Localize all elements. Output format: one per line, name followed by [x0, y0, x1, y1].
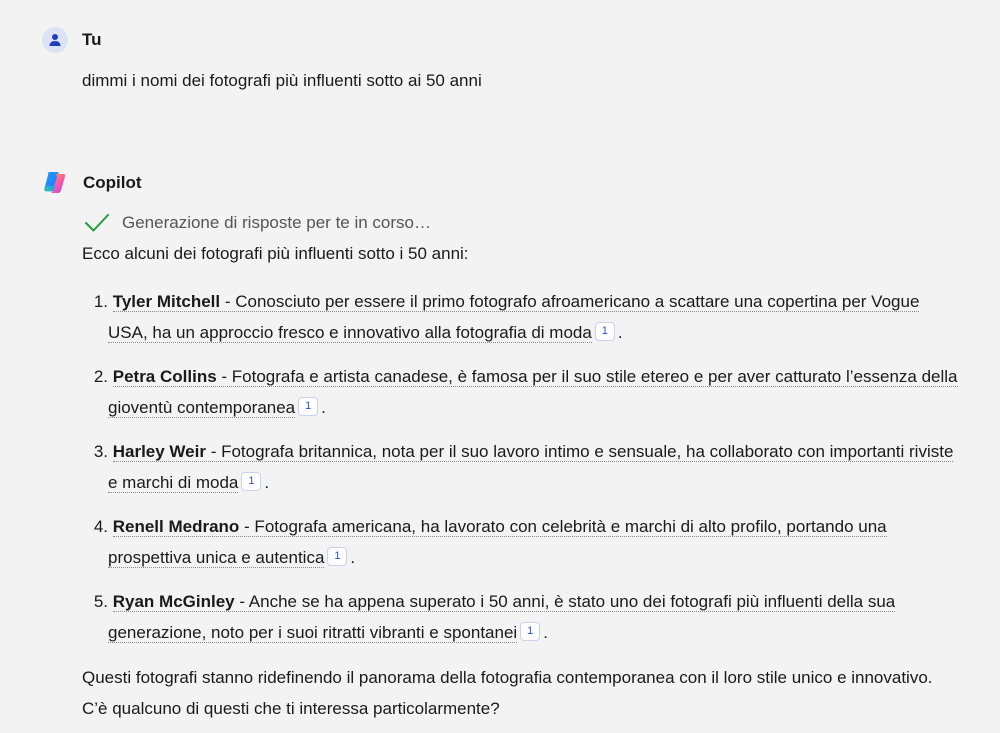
citation-link[interactable]: 1 [520, 622, 540, 641]
photographer-description: - Fotografa britannica, nota per il suo lavoro intimo e sensuale, ha collaborato con importanti riviste e marchi di moda [108, 442, 954, 492]
sentence-end: . [321, 398, 326, 417]
list-item [82, 361, 962, 423]
cited-text [108, 517, 887, 568]
cited-text [108, 292, 919, 343]
copilot-logo-icon [42, 169, 69, 196]
user-message-header [42, 27, 102, 53]
user-message-text: dimmi i nomi dei fotografi più influenti sotto ai 50 anni [82, 71, 482, 90]
list-item-number: 2. [93, 367, 108, 386]
copilot-message-header [42, 169, 142, 196]
answer-outro: Questi fotografi stanno ridefinendo il panorama della fotografia contemporanea con il loro stile unico e innovativo. C’è qualcuno di questi che ti interessa particolarmente? [82, 668, 933, 718]
photographer-name: Petra Collins [112, 367, 217, 386]
generation-status [84, 212, 431, 234]
photographer-description: - Anche se ha appena superato i 50 anni, è stato uno dei fotografi più influenti della sua generazione, noto per i suoi ritratti vibranti e spontanei [108, 592, 896, 642]
list-item-body [108, 586, 962, 648]
citation-link[interactable]: 1 [241, 472, 261, 491]
cited-text [108, 367, 958, 418]
list-item [82, 436, 962, 498]
citation-link[interactable]: 1 [595, 322, 615, 341]
cited-text [108, 442, 953, 493]
sentence-end: . [350, 548, 356, 567]
photographer-name: Ryan McGinley [112, 592, 235, 611]
citation-link[interactable]: 1 [327, 547, 347, 566]
photographer-description: - Fotografa e artista canadese, è famosa per il suo stile etereo e per aver catturato l’essenza della gioventù contemporanea [108, 367, 958, 417]
photographer-name: Tyler Mitchell [112, 292, 221, 311]
list-item-number: 1. [93, 292, 108, 311]
list-item [82, 586, 962, 648]
cited-text [108, 592, 895, 643]
user-avatar [42, 27, 68, 53]
person-icon [47, 32, 63, 48]
citation-link[interactable]: 1 [298, 397, 318, 416]
photographer-name: Renell Medrano [112, 517, 240, 536]
list-item-number: 5. [93, 592, 108, 611]
photographers-list [82, 286, 962, 661]
photographer-description: - Conosciuto per essere il primo fotografo afroamericano a scattare una copertina per Vogue USA, ha un approccio fresco e innovativo alla fotografia di moda [108, 292, 920, 342]
sentence-end: . [543, 623, 548, 642]
user-name: Tu [82, 30, 102, 49]
checkmark-icon [84, 212, 110, 234]
list-item-number: 4. [93, 517, 108, 536]
list-item-number: 3. [93, 442, 108, 461]
sentence-end: . [264, 473, 270, 492]
list-item [82, 511, 962, 573]
sentence-end: . [617, 323, 623, 342]
answer-intro: Ecco alcuni dei fotografi più influenti sotto i 50 anni: [82, 244, 469, 263]
photographer-description: - Fotografa americana, ha lavorato con celebrità e marchi di alto profilo, portando una prospettiva unica e autentica [108, 517, 887, 567]
list-item-body [108, 361, 962, 423]
list-item-body [108, 436, 962, 498]
list-item-body [108, 511, 962, 573]
generation-status-text: Generazione di risposte per te in corso… [122, 213, 431, 232]
photographer-name: Harley Weir [112, 442, 206, 461]
list-item [82, 286, 962, 348]
list-item-body [108, 286, 962, 348]
copilot-name: Copilot [83, 172, 142, 192]
